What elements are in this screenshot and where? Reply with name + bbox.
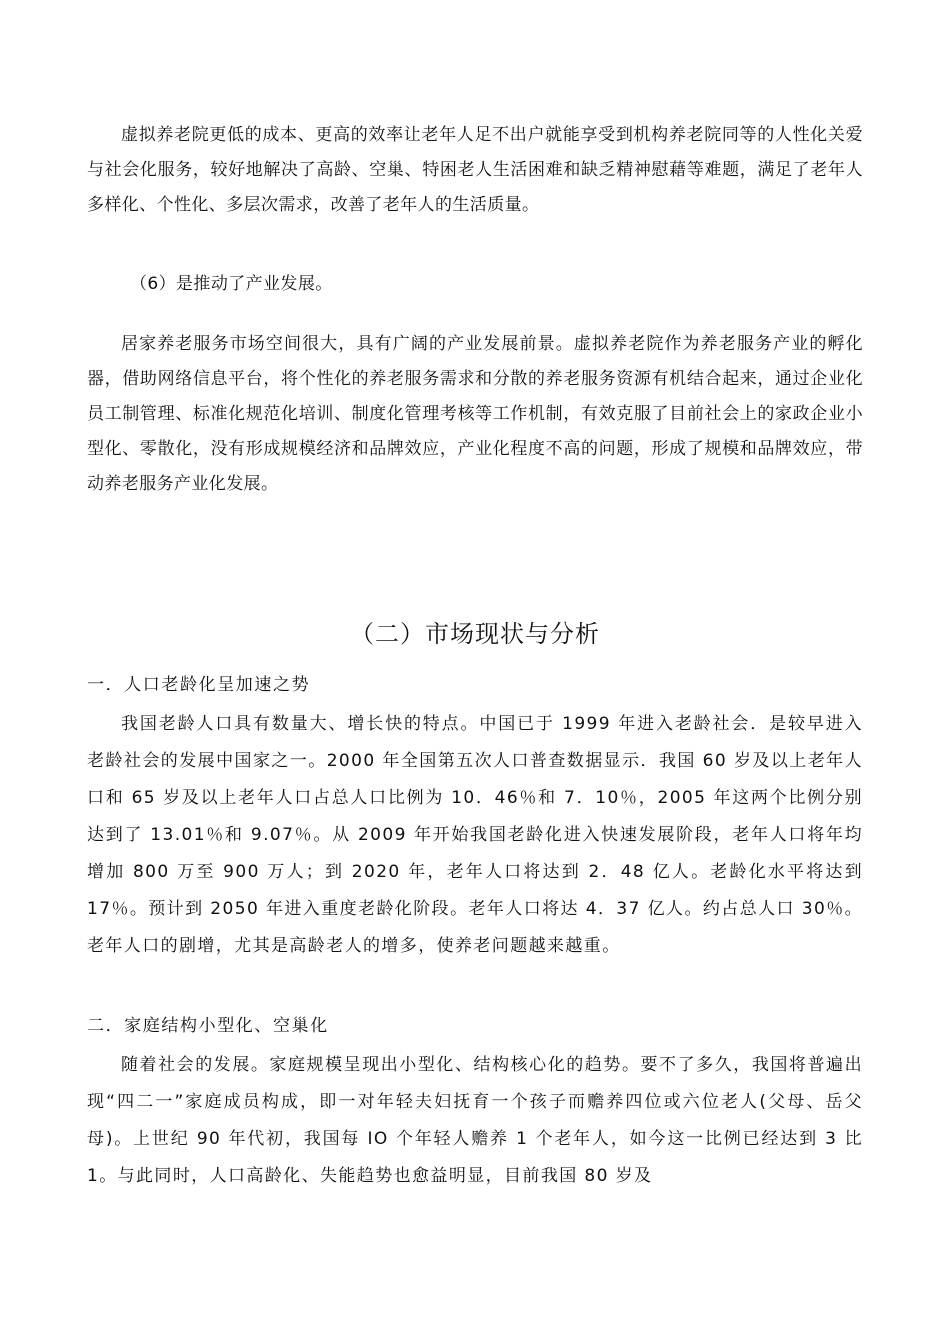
paragraph-population-aging: 我国老龄人口具有数量大、增长快的特点。中国已于 1999 年进入老龄社会．是较早进入老龄社会的发展中国家之一。2000 年全国第五次人口普查数据显示．我国 60 岁及以上老年人口和 65 岁及以上老年人口占总人口比例为 10．46％和 7．10％，2005 年这两个比例分别达到了 13.01％和 9.07％。从 2009 年开始我国老龄化进入快速发展阶段，老年人口将年均增加 800 万至 900 万人；到 2020 年，老年人口将达到 2．48 亿人。老龄化水平将达到 17％。预计到 2050 年进入重度老龄化阶段。老年人口将达 4．37 亿人。约占总人口 30％。老年人口的剧增，尤其是高龄老人的增多，使养老问题越来越重。 <box>87 714 863 956</box>
paragraph-family-structure: 随着社会的发展。家庭规模呈现出小型化、结构核心化的趋势。要不了多久，我国将普遍出现“四二一”家庭成员构成，即一对年轻夫妇抚育一个孩子而赡养四位或六位老人(父母、岳父母)。上世纪 90 年代初，我国每 IO 个年轻人赡养 1 个老年人，如今这一比例已经达到 3 比 1。与此同时，人口高龄化、失能趋势也愈益明显，目前我国 80 岁及 <box>87 1055 863 1186</box>
paragraph-virtual-nursing-home-benefits: 虚拟养老院更低的成本、更高的效率让老年人足不出户就能享受到机构养老院同等的人性化关爱与社会化服务，较好地解决了高龄、空巢、特困老人生活困难和缺乏精神慰藉等难题，满足了老年人多样化、个性化、多层次需求，改善了老年人的生活质量。 <box>87 125 863 215</box>
list-item-6-industry-development: （6）是推动了产业发展。 <box>130 274 333 294</box>
paragraph-home-care-market: 居家养老服务市场空间很大，具有广阔的产业发展前景。虚拟养老院作为养老服务产业的孵化器，借助网络信息平台，将个性化的养老服务需求和分散的养老服务资源有机结合起来，通过企业化员工制管理、标准化规范化培训、制度化管理考核等工作机制，有效克服了目前社会上的家政企业小型化、零散化，没有形成规模经济和品牌效应，产业化程度不高的问题，形成了规模和品牌效应，带动养老服务产业化发展。 <box>87 334 863 494</box>
section-title-market-status: （二）市场现状与分析 <box>350 620 600 648</box>
subheading-family-structure: 二．家庭结构小型化、空巢化 <box>87 1016 329 1036</box>
subheading-population-aging: 一．人口老龄化呈加速之势 <box>87 675 311 695</box>
